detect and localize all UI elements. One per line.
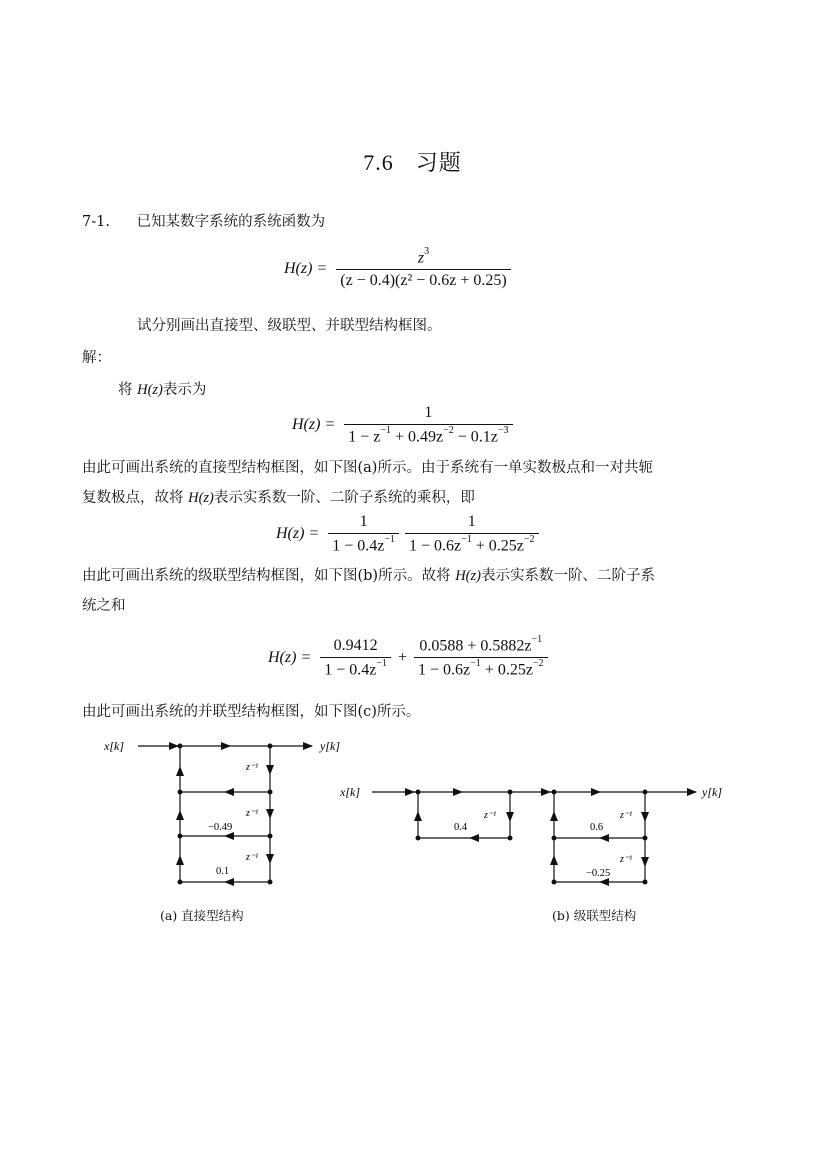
diagram-b-delay-3: z⁻¹ [620,854,633,865]
problem-statement: 已知某数字系统的系统函数为 [136,214,326,230]
diagram-b-caption: (b) 级联型结构 [552,908,637,923]
solution-line-6: 由此可画出系统的并联型结构框图，如下图(c)所示。 [82,704,421,720]
diagram-a-delay-1: z⁻¹ [246,762,259,773]
equation-2: H(z) = $\frac{1}{1 - z^{-1} + 0.49z^{-2} - 0.1z^{-3}}$ [292,404,516,446]
diagram-a-caption: (a) 直接型结构 [160,908,244,923]
diagram-b-coef-s2: −0.25 [586,868,611,879]
section-title [0,146,825,177]
equation-1 [284,248,514,290]
problem-line [82,212,325,232]
diagram-b-coef-s1: 0.6 [590,822,604,833]
diagram-a-delay-3: z⁻¹ [246,852,259,863]
diagram-b-coef-first: 0.4 [454,822,468,833]
problem-task: 试分别画出直接型、级联型、并联型结构框图。 [137,318,442,334]
solution-line-2: 由此可画出系统的直接型结构框图，如下图(a)所示。由于系统有一单实数极点和一对共轭 [82,460,653,476]
diagram-a-coef-1: −0.49 [208,822,233,833]
diagram-b-cascade-form [372,792,696,882]
section-heading: 习题 [415,151,462,176]
diagram-b-delay-1: z⁻¹ [484,810,497,821]
diagram-a-delay-2: z⁻¹ [246,808,259,819]
diagram-a-direct-form [138,746,312,882]
fraction: $\frac{0.0588 + 0.5882z^{-1}}{1 - 0.6z^{-1} + 0.25z^{-2}}$ [414,636,548,680]
solution-line-3: 复数极点，故将 H(z)表示实系数一阶、二阶子系统的乘积，即 [82,490,475,506]
diagram-a-input-label: x[k] [104,739,124,753]
equation-3: H(z) = $\frac{1}{1 - 0.4z^{-1}}$ $\frac{1}{1 - 0.6z^{-1} + 0.25z^{-2}}$ [276,513,542,555]
problem-number: 7-1. [82,214,110,230]
diagram-b-output-label: y[k] [702,785,722,799]
section-number: 7.6 [363,150,394,175]
diagram-b-nodes [416,790,648,885]
fraction: $\frac{0.9412}{1 - 0.4z^{-1}}$ [320,637,391,679]
fraction: $\frac{1}{1 - z^{-1} + 0.49z^{-2} - 0.1z^{-3}}$ [344,404,512,446]
solution-line-4: 由此可画出系统的级联型结构框图，如下图(b)所示。故将 H(z)表示实系数一阶、二阶子系 [82,568,655,584]
diagram-b-input-label: x[k] [340,785,360,799]
diagram-a-coef-2: 0.1 [216,866,230,877]
diagram-a-output-label: y[k] [320,739,340,753]
equation-lhs: H(z) = [284,260,328,278]
diagram-a-nodes [178,744,273,885]
solution-label: 解： [82,350,111,366]
block-diagrams [100,730,740,900]
equation-4: H(z) = $\frac{0.9412}{1 - 0.4z^{-1}}$ + $\frac{0.0588 + 0.5882z^{-1}}{1 - 0.6z^{-1} + 0.25z^{-2}}$ [268,636,551,680]
solution-line-5: 统之和 [82,598,126,614]
solution-line-1: 将 H(z)表示为 [118,382,207,398]
fraction: $\frac{z^3}{\text{(z − 0.4)(z² − 0.6z + 0.25)}}$ [336,248,510,290]
fraction: $\frac{1}{1 - 0.4z^{-1}}$ [328,513,399,555]
fraction: $\frac{1}{1 - 0.6z^{-1} + 0.25z^{-2}}$ [405,513,539,555]
diagram-b-delay-2: z⁻¹ [620,810,633,821]
